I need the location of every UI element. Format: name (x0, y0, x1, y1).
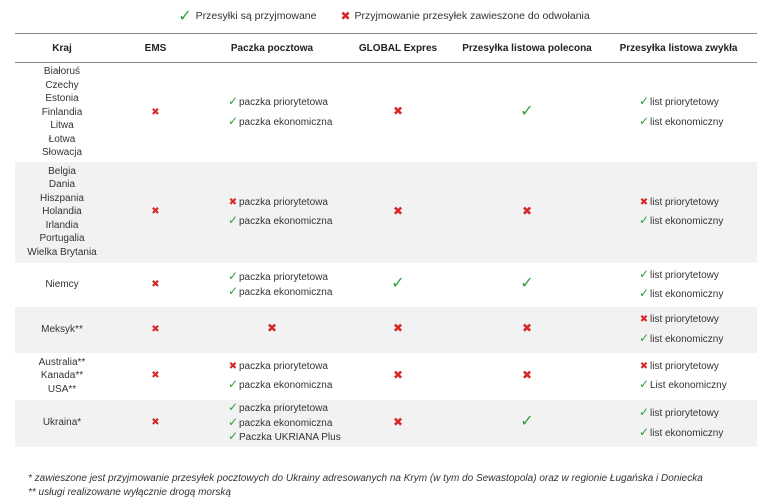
legend (0, 6, 768, 26)
cell-global (342, 400, 454, 447)
cross-icon: ✖ (340, 9, 351, 23)
parcel-option-label: paczka priorytetowa (239, 360, 328, 372)
ordinary-option-label: list ekonomiczny (650, 427, 724, 439)
cell-parcel (202, 307, 342, 353)
cell-global (342, 263, 454, 307)
ordinary-option (638, 313, 757, 327)
ordinary-option (638, 115, 757, 130)
footnote-ukraine: * zawieszone jest przyjmowanie przesyłek pocztowych do Ukrainy adresowanych na Krym (w tym do Sewastopola) oraz w regionie Ługańska i Doniecka (28, 473, 703, 484)
ordinary-option (638, 95, 757, 110)
check-icon: ✓ (227, 414, 239, 429)
cell-registered (454, 400, 600, 447)
ordinary-option (638, 426, 757, 441)
cell-country (15, 353, 109, 400)
check-icon: ✓ (638, 330, 650, 345)
legend-suspended (340, 6, 589, 26)
cross-icon: ✖ (392, 321, 404, 336)
cell-global (342, 63, 454, 162)
cell-global (342, 307, 454, 353)
cell-country (15, 400, 109, 447)
country-name: Czechy (45, 79, 79, 91)
check-icon: ✓ (227, 377, 239, 391)
cross-icon: ✖ (639, 196, 649, 208)
parcel-option-label: paczka priorytetowa (239, 403, 328, 415)
parcel-option-label: paczka ekonomiczna (239, 417, 333, 429)
ordinary-option-label: list priorytetowy (650, 314, 719, 325)
check-icon: ✓ (227, 429, 239, 444)
cell-global (342, 353, 454, 400)
cell-registered (454, 307, 600, 353)
cell-ems (109, 400, 202, 447)
parcel-option (266, 322, 342, 337)
parcel-option (227, 196, 342, 210)
check-icon: ✓ (638, 405, 650, 419)
header-registered: Przesyłka listowa polecona (454, 34, 600, 63)
cross-icon: ✖ (151, 278, 160, 290)
parcel-option-label: paczka ekonomiczna (239, 116, 333, 128)
cross-icon: ✖ (639, 314, 649, 325)
parcel-option (227, 378, 342, 393)
ordinary-option (638, 332, 757, 347)
ordinary-option-label: list ekonomiczny (650, 216, 724, 227)
cell-ordinary (600, 162, 757, 263)
cross-icon: ✖ (521, 203, 533, 218)
cross-icon: ✖ (151, 206, 160, 218)
ordinary-option-label: list priorytetowy (650, 408, 719, 419)
country-name: Niemcy (45, 278, 79, 290)
parcel-option-label: Paczka UKRIANA Plus (239, 432, 341, 444)
parcel-option (227, 416, 342, 431)
ordinary-option (638, 287, 757, 302)
cell-registered (454, 353, 600, 400)
parcel-option (227, 285, 342, 300)
cross-icon: ✖ (151, 417, 160, 429)
check-icon: ✓ (227, 400, 239, 415)
table-row (15, 263, 757, 307)
cell-country (15, 307, 109, 353)
check-icon: ✓ (227, 283, 239, 298)
parcel-option-label: paczka ekonomiczna (239, 216, 333, 227)
table-row (15, 307, 757, 353)
cell-ems (109, 63, 202, 162)
cell-country (15, 63, 109, 162)
cell-registered (454, 63, 600, 162)
parcel-option (227, 214, 342, 229)
ordinary-option-label: list priorytetowy (650, 269, 719, 281)
parcel-option-label: paczka priorytetowa (239, 272, 328, 283)
cross-icon: ✖ (151, 370, 160, 382)
check-icon: ✓ (520, 102, 534, 120)
country-name: Australia** (38, 356, 86, 368)
country-name: Łotwa (48, 133, 76, 145)
parcel-option-label: paczka priorytetowa (239, 97, 328, 109)
cell-parcel (202, 263, 342, 307)
header-parcel: Paczka pocztowa (202, 34, 342, 63)
cell-parcel (202, 353, 342, 400)
check-icon: ✓ (638, 113, 650, 128)
parcel-option (227, 430, 342, 445)
check-icon: ✓ (520, 274, 534, 292)
ordinary-option-label: list ekonomiczny (650, 333, 724, 345)
country-name: Portugalia (39, 233, 85, 245)
ordinary-option-label: list priorytetowy (650, 360, 719, 372)
cell-parcel (202, 162, 342, 263)
cross-icon: ✖ (151, 323, 160, 335)
cell-ordinary (600, 263, 757, 307)
check-icon: ✓ (391, 274, 405, 292)
header-ordinary: Przesyłka listowa zwykła (600, 34, 757, 63)
cell-registered (454, 263, 600, 307)
country-name: Wielka Brytania (27, 246, 97, 258)
table-row (15, 353, 757, 400)
cell-ordinary (600, 63, 757, 162)
cell-country (15, 162, 109, 263)
cell-ems (109, 353, 202, 400)
cross-icon: ✖ (151, 106, 160, 118)
header-global: GLOBAL Expres (342, 34, 454, 63)
cell-parcel (202, 63, 342, 162)
country-name: Estonia (45, 93, 79, 104)
country-name: Białoruś (43, 66, 81, 77)
header-ems: EMS (109, 34, 202, 63)
legend-accepted (178, 6, 316, 26)
country-name: Finlandia (41, 106, 83, 118)
country-name: Belgia (48, 165, 76, 177)
country-name: Holandia (42, 206, 82, 218)
ordinary-option-label: List ekonomiczny (650, 380, 727, 391)
country-name: Dania (48, 179, 76, 191)
ordinary-option-label: list ekonomiczny (650, 116, 724, 128)
ordinary-option (638, 196, 757, 210)
check-icon: ✓ (178, 8, 192, 25)
cell-registered (454, 162, 600, 263)
table-row (15, 400, 757, 447)
ordinary-option (638, 268, 757, 283)
check-icon: ✓ (638, 424, 650, 439)
cross-icon: ✖ (392, 367, 404, 382)
check-icon: ✓ (227, 94, 239, 109)
check-icon: ✓ (638, 94, 650, 109)
country-name: Meksyk** (41, 323, 83, 335)
legend-suspended-label: Przyjmowanie przesyłek zawieszone do odwołania (354, 10, 590, 22)
cell-ems (109, 263, 202, 307)
ordinary-option (638, 378, 757, 393)
country-name: USA** (47, 383, 77, 395)
check-icon: ✓ (638, 377, 650, 391)
table-header-row (15, 34, 757, 63)
cell-ordinary (600, 307, 757, 353)
check-icon: ✓ (638, 266, 650, 281)
cross-icon: ✖ (228, 360, 238, 372)
ordinary-option-label: list priorytetowy (650, 97, 719, 109)
cross-icon: ✖ (521, 321, 533, 336)
check-icon: ✓ (638, 286, 650, 300)
parcel-option-label: paczka ekonomiczna (239, 380, 333, 391)
ordinary-option (638, 360, 757, 374)
cell-ordinary (600, 400, 757, 447)
header-country: Kraj (15, 34, 109, 63)
cross-icon: ✖ (521, 367, 533, 382)
country-name: Słowacja (41, 147, 83, 158)
country-name: Hiszpania (40, 192, 84, 204)
footnote-sea: ** usługi realizowane wyłącznie drogą morską (28, 487, 231, 498)
ordinary-option-label: list priorytetowy (650, 196, 719, 208)
cell-global (342, 162, 454, 263)
parcel-option-label: paczka ekonomiczna (239, 286, 333, 298)
parcel-option (227, 270, 342, 285)
cross-icon: ✖ (639, 360, 649, 372)
shipping-table (15, 33, 757, 447)
ordinary-option (638, 214, 757, 229)
cross-icon: ✖ (228, 196, 238, 208)
cross-icon: ✖ (266, 321, 278, 336)
table-row (15, 63, 757, 162)
cell-ems (109, 307, 202, 353)
parcel-option (227, 401, 342, 416)
country-name: Kanada** (40, 370, 84, 382)
cross-icon: ✖ (392, 414, 404, 429)
cell-ordinary (600, 353, 757, 400)
country-name: Ukraina* (42, 417, 82, 429)
cell-country (15, 263, 109, 307)
cross-icon: ✖ (392, 104, 404, 118)
check-icon: ✓ (227, 269, 239, 283)
check-icon: ✓ (638, 213, 650, 227)
parcel-option-label: paczka priorytetowa (239, 196, 328, 208)
check-icon: ✓ (227, 113, 239, 128)
parcel-option (227, 360, 342, 374)
parcel-option (227, 115, 342, 130)
check-icon: ✓ (227, 213, 239, 227)
cross-icon: ✖ (392, 203, 404, 218)
cell-parcel (202, 400, 342, 447)
check-icon: ✓ (520, 413, 534, 431)
parcel-option (227, 95, 342, 110)
country-name: Irlandia (45, 219, 79, 231)
country-name: Litwa (50, 120, 74, 131)
cell-ems (109, 162, 202, 263)
table-row (15, 162, 757, 263)
legend-accepted-label: Przesyłki są przyjmowane (195, 10, 317, 22)
ordinary-option-label: list ekonomiczny (650, 289, 724, 300)
ordinary-option (638, 406, 757, 421)
